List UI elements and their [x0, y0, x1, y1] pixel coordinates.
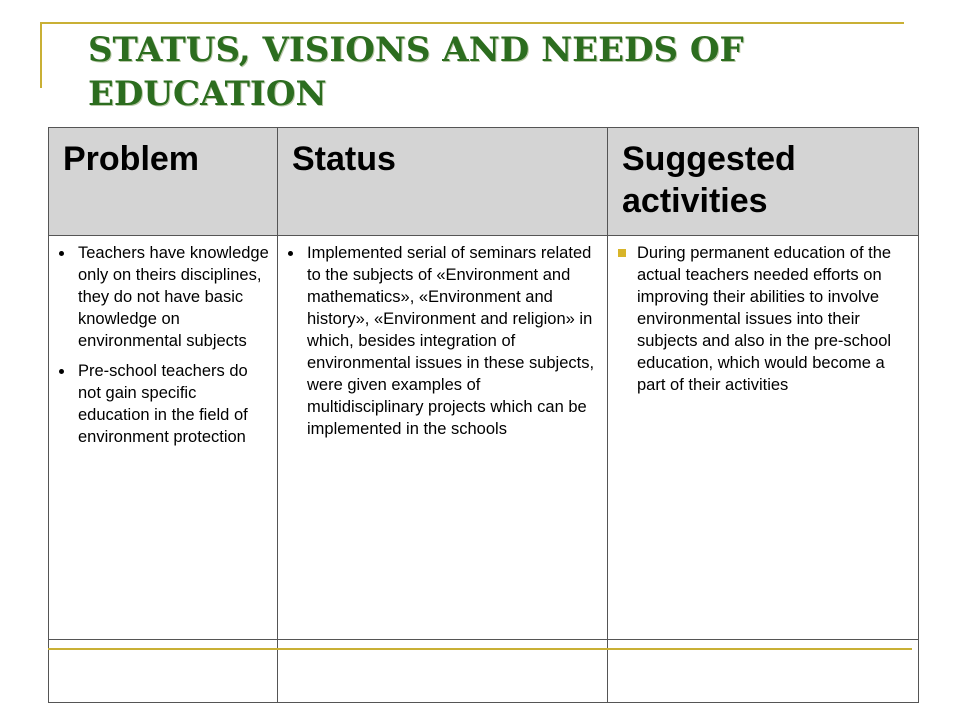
problem-cell	[49, 236, 278, 640]
bullet-icon	[59, 251, 64, 256]
slide-title: STATUS, VISIONS AND NEEDS OF EDUCATION	[88, 30, 744, 114]
problems-table	[48, 127, 919, 703]
list-item-text: During permanent education of the actual teachers needed efforts on improving their abilities to involve environmental issues into their subjects and also in the pre-school education, which would become a part of their activities	[637, 244, 892, 394]
list-item-text: Teachers have knowledge only on theirs disciplines, they do not have basic knowledge on environmental subjects	[78, 244, 269, 350]
square-bullet-icon	[618, 249, 626, 257]
bullet-icon	[59, 369, 64, 374]
activities-list	[618, 242, 910, 396]
activities-cell	[608, 236, 919, 640]
header-suggested-activities-label: Suggested activities	[622, 140, 796, 220]
bullet-icon	[288, 251, 293, 256]
list-item	[59, 360, 269, 448]
status-cell	[278, 236, 608, 640]
decorative-top-line	[40, 22, 904, 24]
table-header-row	[49, 128, 919, 236]
header-suggested-activities	[608, 128, 919, 236]
list-item	[288, 242, 599, 440]
list-item	[618, 242, 910, 396]
status-list	[288, 242, 599, 440]
problem-list	[59, 242, 269, 448]
list-item	[59, 242, 269, 352]
table-row	[49, 236, 919, 640]
decorative-bottom-line	[48, 648, 912, 650]
list-item-text: Implemented serial of seminars related to the subjects of «Environment and mathematics», «Environment and history», «Environment and religion» in which, besides integration of environmental issues in these subjects, were given examples of multidisciplinary projects which can be implemented in the schools	[307, 244, 595, 438]
list-item-text: Pre-school teachers do not gain specific education in the field of environment protection	[78, 362, 248, 446]
header-problem: Problem	[49, 128, 278, 236]
decorative-left-line	[40, 22, 42, 88]
header-status: Status	[278, 128, 608, 236]
